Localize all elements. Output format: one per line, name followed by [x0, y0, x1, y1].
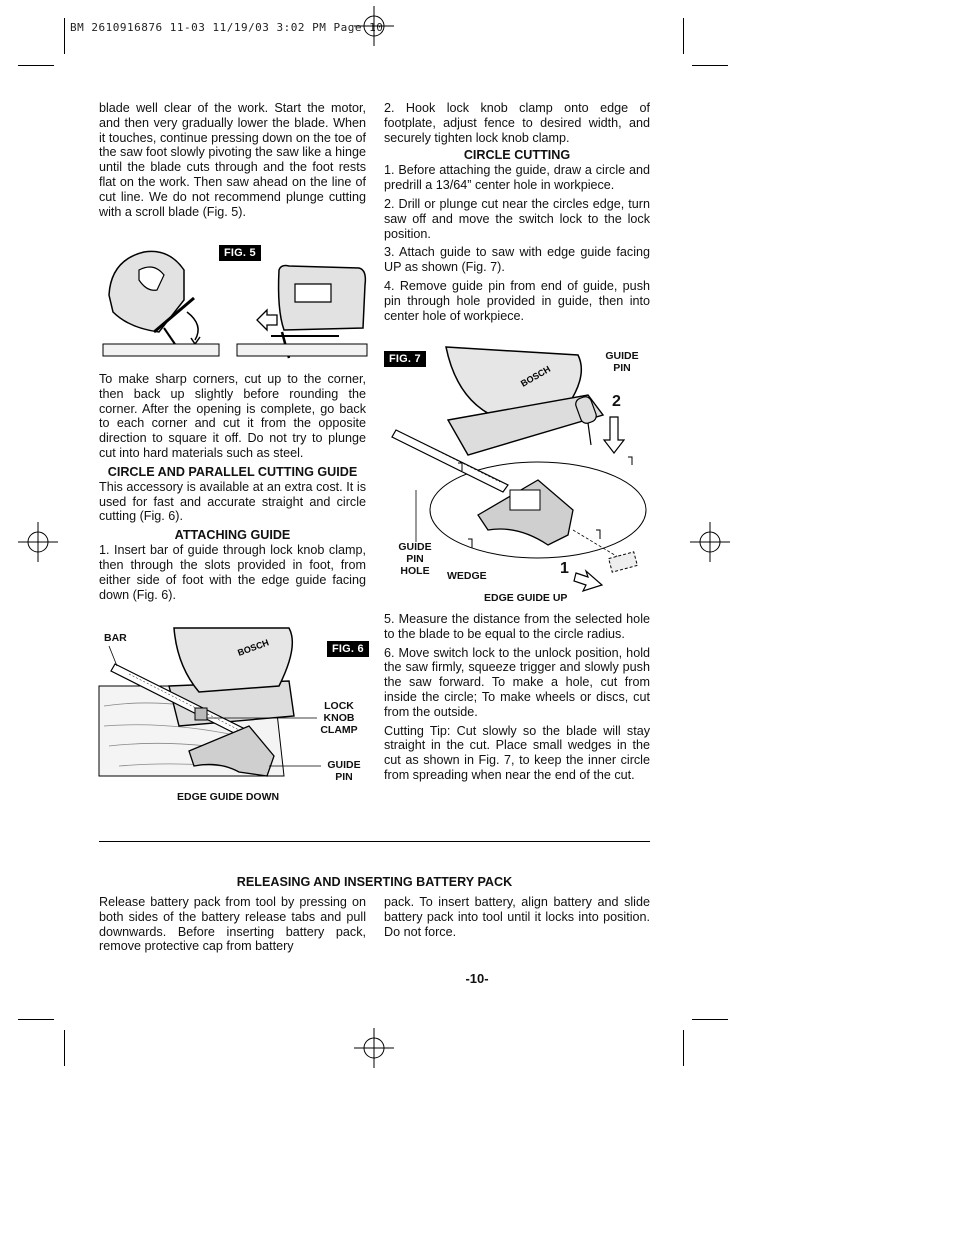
registration-mark-top [354, 6, 394, 46]
print-slug: BM 2610916876 11-03 11/19/03 3:02 PM Page 10 [70, 21, 384, 34]
fig6-brand: BOSCH [236, 637, 271, 658]
paragraph-accessory: This accessory is available at an extra cost. It is used for fast and accurate straight and circle cutting (Fig. 6). [99, 479, 366, 524]
section-divider [99, 841, 650, 842]
registration-mark-bottom [354, 1028, 394, 1068]
step-2: 2. Drill or plunge cut near the circles edge, turn saw off and move the switch lock to the lock position. [384, 196, 650, 241]
step-6: 6. Move switch lock to the unlock position, hold the saw firmly, squeeze trigger and slowly push the saw forward. To make a hole, cut from inside the circle; To make wheels or discs, cut from the outside. [384, 645, 650, 719]
left-column-intro [99, 101, 366, 223]
crop-mark [683, 1030, 684, 1066]
crop-mark [683, 18, 684, 54]
fig6-label-guide-pin [324, 759, 364, 783]
page-number: -10- [465, 971, 489, 986]
paragraph-plunge-cut: blade well clear of the work. Start the motor, and then very gradually lower the blade. When it touches, continue pressing down on the toe of the saw foot slowly pivoting the saw like a hinge until the blade cuts through and the foot rests flat on the work. Then saw ahead on the line of cut line. We do not recommend plunge cutting with a scroll blade (Fig. 5). [99, 101, 366, 219]
crop-mark [692, 1019, 728, 1020]
step-1: 1. Before attaching the guide, draw a circle and predrill a 13/64” center hole in workpiece. [384, 163, 650, 193]
step-5: 5. Measure the distance from the selected hole to the blade to be equal to the circle radius. [384, 612, 650, 641]
battery-left-text [99, 895, 366, 958]
heading-attaching-guide: ATTACHING GUIDE [174, 528, 291, 543]
registration-mark-left [18, 522, 58, 562]
fig6-label-guide: GUIDE [327, 759, 361, 771]
fig7-label-guide: GUIDE [605, 350, 639, 362]
fig7-tag: FIG. 7 [384, 351, 426, 367]
fig7-label-hole: HOLE [400, 565, 430, 577]
right-column-bottom [384, 612, 650, 787]
step-3: 3. Attach guide to saw with edge guide facing UP as shown (Fig. 7). [384, 245, 650, 275]
right-column-top [384, 101, 650, 327]
paragraph-insert-battery: pack. To insert battery, align battery and slide battery pack into tool until it locks into position. Do not force. [384, 895, 650, 939]
fig7-arrow-diagonal [574, 571, 602, 591]
cutting-tip: Cutting Tip: Cut slowly so the blade will stay straight in the cut. Place small wedges in the cut as shown in Fig. 7, to keep the inner circle from spreading when near the end of the cut. [384, 723, 650, 782]
registration-mark-right [690, 522, 730, 562]
battery-right-text [384, 895, 650, 943]
fig7-label-wedge: WEDGE [447, 570, 487, 582]
heading-battery-pack: RELEASING AND INSERTING BATTERY PACK [236, 875, 513, 889]
fig6-label-lock-knob-clamp [318, 700, 360, 736]
fig7-label-hole-guide: GUIDE [398, 541, 432, 553]
fig6-label-bar: BAR [104, 632, 127, 644]
fig5-saw-tilted [109, 251, 200, 350]
fig7-brand: BOSCH [519, 363, 553, 389]
fig7-arrow-down [604, 417, 624, 453]
paragraph-sharp-corners: To make sharp corners, cut up to the corner, then back up slightly before rounding the corner. After the opening is complete, go back to each corner and cut it from the opposite direction to square it off. Do not try to plunge cut into hard materials such as steel. [99, 372, 366, 460]
fig6-tag: FIG. 6 [327, 641, 369, 657]
heading-circle-cutting: CIRCLE CUTTING [463, 148, 571, 163]
crop-mark [692, 65, 728, 66]
paragraph-insert-bar: 1. Insert bar of guide through lock knob clamp, then through the slots provided in foot, from either side of foot with the edge guide facing down (Fig. 6). [99, 543, 366, 602]
fig6-label-clamp: CLAMP [320, 724, 358, 736]
fig7-label-guide-pin-hole [393, 541, 437, 577]
crop-mark [18, 65, 54, 66]
crop-mark [64, 18, 65, 54]
fig5-tag: FIG. 5 [219, 245, 261, 261]
fig6-label-knob: KNOB [323, 712, 355, 724]
fig5-workpiece-right [237, 344, 367, 356]
fig5-arrow-left [257, 310, 277, 330]
fig6-label-pin: PIN [335, 771, 353, 783]
fig6-label-edge-guide-down: EDGE GUIDE DOWN [177, 791, 280, 803]
fig7-label-edge-guide-up: EDGE GUIDE UP [484, 592, 568, 604]
fig7-number-1: 1 [560, 560, 569, 577]
paragraph-release-battery: Release battery pack from tool by pressing on both sides of the battery release tabs and pull downwards. Before inserting battery pack, remove protective cap from battery [99, 895, 366, 954]
step-4: 4. Remove guide pin from end of guide, push pin through hole provided in guide, then into center hole of workpiece. [384, 278, 650, 323]
fig7-number-2: 2 [612, 393, 621, 410]
fig7-label-guide-pin [600, 350, 644, 374]
paragraph-hook-clamp: 2. Hook lock knob clamp onto edge of footplate, adjust fence to desired width, and securely tighten lock knob clamp. [384, 101, 650, 145]
left-column-corners [99, 372, 366, 606]
fig7-label-hole-pin: PIN [406, 553, 424, 565]
heading-circle-parallel: CIRCLE AND PARALLEL CUTTING GUIDE [107, 464, 358, 479]
crop-mark [18, 1019, 54, 1020]
fig6-label-lock: LOCK [324, 700, 354, 712]
fig5-workpiece-left [103, 344, 219, 356]
crop-mark [64, 1030, 65, 1066]
fig5-illustration [99, 240, 369, 360]
fig7-label-pin: PIN [613, 362, 631, 374]
